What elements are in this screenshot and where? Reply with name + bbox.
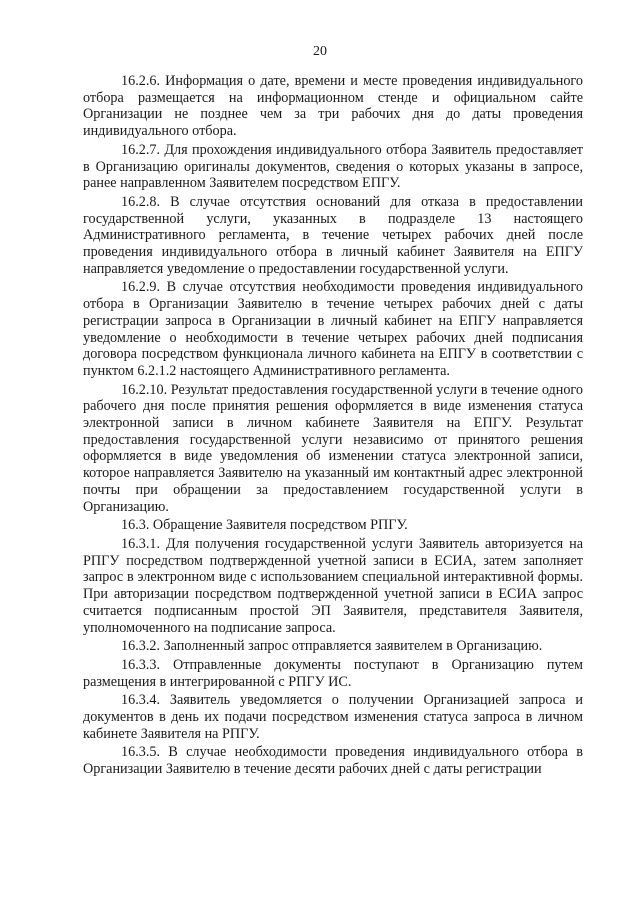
page-number: 20 <box>313 44 327 59</box>
paragraph-16-2-10: 16.2.10. Результат предоставления государственной услуги в течение одного рабочего дня после принятия решения оформляется в виде изменения статуса электронной записи в личном кабинете Заявителя на ЕПГУ. Результат предоставления государственной услуги независимо от принятого решения оформляется в виде уведомления об изменении статуса электронной записи, которое направляется Заявителю на указанный им контактный адрес электронной почты при обращении за предоставлением государственной услуги в Организацию. <box>83 381 583 515</box>
paragraph-16-3-2: 16.3.2. Заполненный запрос отправляется заявителем в Организацию. <box>121 638 543 655</box>
paragraph-16-3-3: 16.3.3. Отправленные документы поступают в Организацию путем размещения в интегрированной с РПГУ ИС. <box>83 656 583 690</box>
document-body <box>83 73 583 780</box>
paragraph-16-3-5: 16.3.5. В случае необходимости проведения индивидуального отбора в Организации Заявителю в течение десяти рабочих дней с даты регистрации <box>83 744 583 778</box>
paragraph-16-2-8: 16.2.8. В случае отсутствия оснований для отказа в предоставлении государственной услуги, указанных в подразделе 13 настоящего Административного регламента, в течение четырех рабочих дней после проведения индивидуального отбора в личный кабинет Заявителя на ЕПГУ направляется уведомление о предоставлении государственной услуги. <box>83 193 583 277</box>
paragraph-16-2-6: 16.2.6. Информация о дате, времени и месте проведения индивидуального отбора размещается на информационном стенде и официальном сайте Организации не позднее чем за три рабочих дня до даты проведения индивидуального отбора. <box>83 73 583 140</box>
section-heading-16-3: 16.3. Обращение Заявителя посредством РПГУ. <box>121 517 408 534</box>
paragraph-16-3-4: 16.3.4. Заявитель уведомляется о получении Организацией запроса и документов в день их подачи посредством изменения статуса запроса в личном кабинете Заявителя на РПГУ. <box>83 692 583 742</box>
paragraph-16-2-9: 16.2.9. В случае отсутствия необходимости проведения индивидуального отбора в Организации Заявителю в течение четырех рабочих дней с даты регистрации запроса в Организации в личный кабинет на ЕПГУ направляется уведомление о необходимости в течение четырех рабочих дней подписания договора посредством функционала личного кабинета на ЕПГУ в соответствии с пунктом 6.2.1.2 настоящего Административного регламента. <box>83 279 583 379</box>
paragraph-16-2-7: 16.2.7. Для прохождения индивидуального отбора Заявитель предоставляет в Организацию оригиналы документов, сведения о которых указаны в запросе, ранее направленном Заявителем посредством ЕПГУ. <box>83 141 583 192</box>
paragraph-16-3-1: 16.3.1. Для получения государственной услуги Заявитель авторизуется на РПГУ посредством подтвержденной учетной записи в ЕСИА, затем заполняет запрос в электронном виде с использованием специальной интерактивной формы. При авторизации посредством подтвержденной учетной записи в ЕСИА запрос считается подписанным простой ЭП Заявителя, представителя Заявителя, уполномоченного на подписание запроса. <box>83 535 583 636</box>
